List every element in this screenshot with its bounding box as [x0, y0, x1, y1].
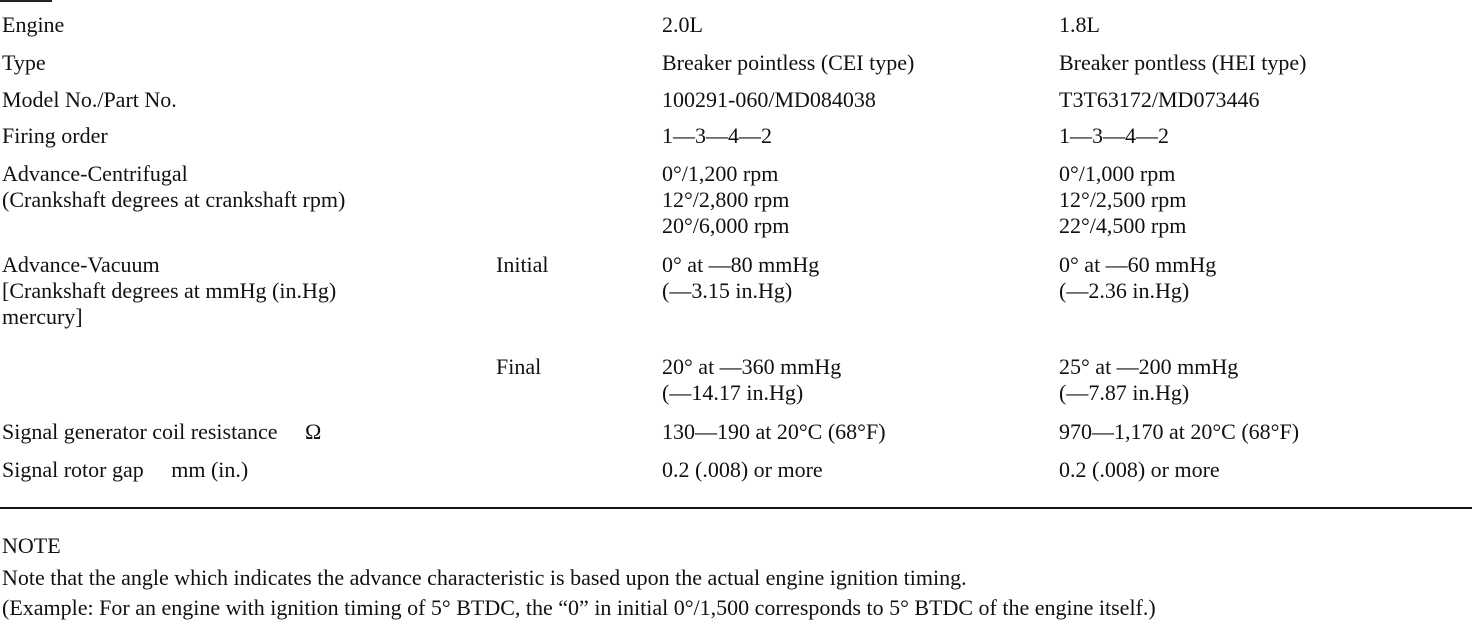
row-type-col-a: Breaker pointless (CEI type)	[662, 50, 915, 75]
row-model-col-a: 100291-060/MD084038	[662, 87, 876, 112]
row-vacuum-initial-sub: Initial	[496, 252, 549, 277]
row-rotor-gap-label: Signal rotor gap mm (in.)	[2, 457, 249, 482]
row-model-label: Model No./Part No.	[2, 87, 177, 112]
row-type-col-b: Breaker pontless (HEI type)	[1059, 50, 1307, 75]
row-vacuum-initial-col-a: 0° at —80 mmHg (—3.15 in.Hg)	[662, 252, 820, 303]
table-bottom-rule	[0, 507, 1472, 509]
row-vacuum-final-col-a: 20° at —360 mmHg (—14.17 in.Hg)	[662, 354, 842, 405]
note-line-2: (Example: For an engine with ignition timing of 5° BTDC, the “0” in initial 0°/1,500 corresponds to 5° BTDC of the engine itself.)	[2, 595, 1156, 620]
row-vacuum-final-sub: Final	[496, 354, 542, 379]
row-vacuum-label: Advance-Vacuum [Crankshaft degrees at mmHg (in.Hg) mercury]	[2, 252, 337, 329]
row-centrifugal-col-b: 0°/1,000 rpm 12°/2,500 rpm 22°/4,500 rpm	[1059, 161, 1187, 238]
row-coil-resistance-col-b: 970—1,170 at 20°C (68°F)	[1059, 419, 1300, 444]
row-vacuum-initial-col-b: 0° at —60 mmHg (—2.36 in.Hg)	[1059, 252, 1217, 303]
row-firing-label: Firing order	[2, 123, 108, 148]
top-rule	[0, 0, 52, 2]
row-centrifugal-col-a: 0°/1,200 rpm 12°/2,800 rpm 20°/6,000 rpm	[662, 161, 790, 238]
note-line-1: Note that the angle which indicates the advance characteristic is based upon the actual engine ignition timing.	[2, 565, 967, 590]
row-engine-label: Engine	[2, 12, 65, 37]
row-firing-col-a: 1—3—4—2	[662, 123, 772, 148]
row-engine-col-b: 1.8L	[1059, 12, 1100, 37]
row-model-col-b: T3T63172/MD073446	[1059, 87, 1260, 112]
row-firing-col-b: 1—3—4—2	[1059, 123, 1169, 148]
row-rotor-gap-col-a: 0.2 (.008) or more	[662, 457, 823, 482]
row-coil-resistance-label: Signal generator coil resistance Ω	[2, 419, 322, 444]
row-rotor-gap-col-b: 0.2 (.008) or more	[1059, 457, 1220, 482]
row-centrifugal-label: Advance-Centrifugal (Crankshaft degrees at crankshaft rpm)	[2, 161, 346, 212]
note-heading: NOTE	[2, 533, 61, 558]
row-vacuum-final-col-b: 25° at —200 mmHg (—7.87 in.Hg)	[1059, 354, 1239, 405]
row-type-label: Type	[2, 50, 46, 75]
row-coil-resistance-col-a: 130—190 at 20°C (68°F)	[662, 419, 886, 444]
row-engine-col-a: 2.0L	[662, 12, 703, 37]
